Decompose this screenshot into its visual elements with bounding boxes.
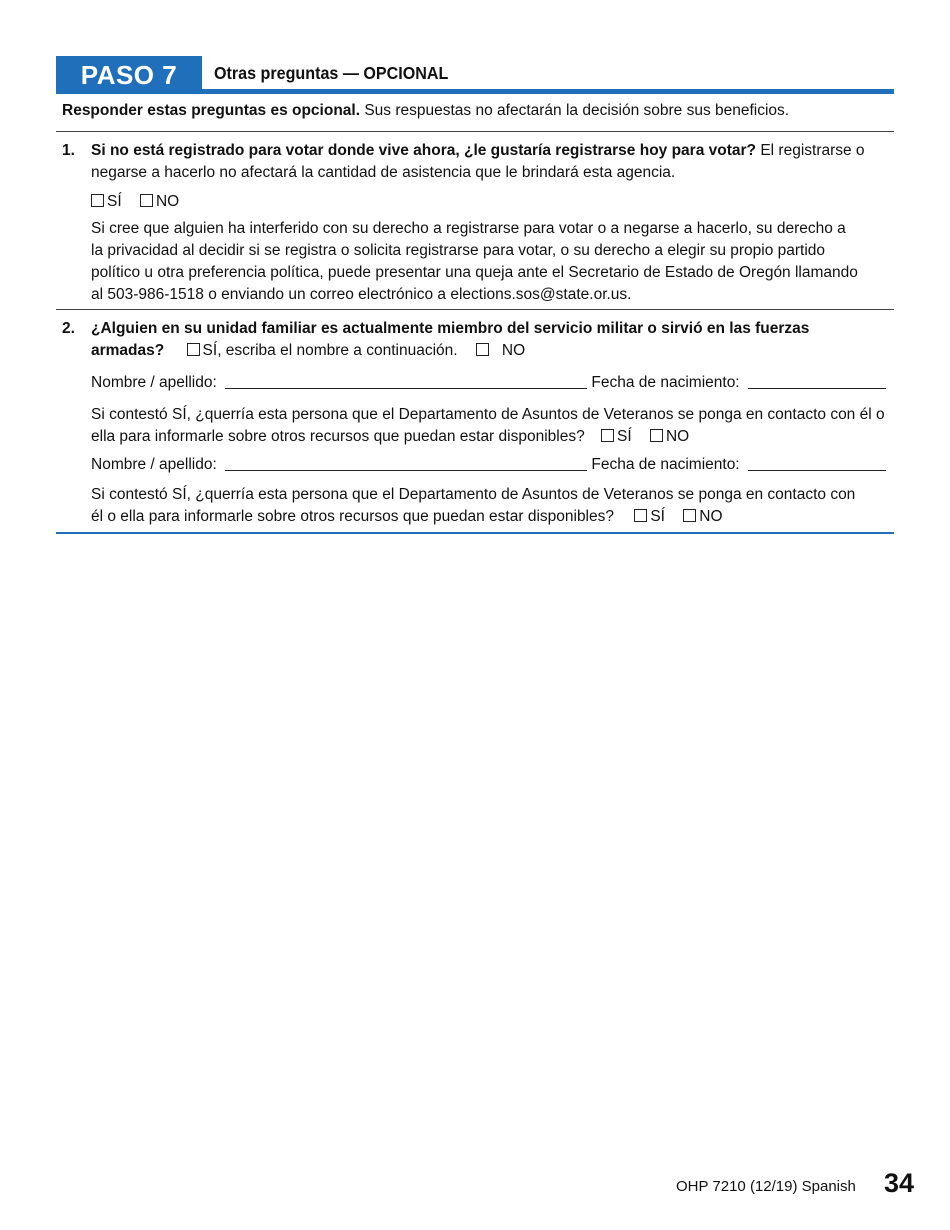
answer-options — [91, 191, 901, 213]
followup-text: Si contestó SÍ, ¿querría esta persona que el Departamento de Asuntos de Veteranos se ponga en contacto con él o ella para informarle sobre otros recursos que puedan estar disponibles? — [91, 406, 885, 445]
yes-label: SÍ — [650, 508, 665, 525]
name-field[interactable] — [225, 374, 587, 389]
no-option[interactable] — [683, 508, 722, 525]
checkbox[interactable] — [683, 509, 696, 522]
veterans-followup — [91, 484, 871, 528]
checkbox[interactable] — [634, 509, 647, 522]
no-label: NO — [699, 508, 723, 525]
dob-field[interactable] — [748, 374, 886, 389]
member-row — [91, 372, 901, 394]
form-code: OHP 7210 (12/19) Spanish — [676, 1178, 856, 1195]
followup-text: Si contestó SÍ, ¿querría esta persona que el Departamento de Asuntos de Veteranos se ponga en contacto con él o ella para informarle sobre otros recursos que puedan estar disponibles? — [91, 486, 856, 525]
question-number: 2. — [62, 320, 75, 337]
section-end-rule — [56, 532, 894, 534]
complaint-notice: Si cree que alguien ha interferido con su derecho a registrarse para votar o a negarse a hacerlo, su derecho a la privacidad al decidir si se registra o solicita registrarse para votar, o su derecho a elegir su propio partido político u otra preferencia política, puede presentar una queja ante el Secretario de Estado de Oregón llamando al 503-986-1518 o enviando un correo electrónico a elections.sos@state.or.us. — [91, 220, 858, 303]
divider — [56, 131, 894, 132]
divider — [56, 309, 894, 310]
checkbox[interactable] — [476, 343, 489, 356]
step-badge: PASO 7 — [56, 56, 202, 94]
step-title: Otras preguntas — OPCIONAL — [214, 63, 449, 83]
checkbox[interactable] — [140, 194, 153, 207]
dob-field[interactable] — [748, 456, 886, 471]
checkbox[interactable] — [91, 194, 104, 207]
dob-label: Fecha de nacimiento: — [591, 456, 740, 473]
no-label: NO — [665, 428, 690, 445]
question-bold: ¿Alguien en su unidad familiar es actualmente miembro del servicio militar o sirvió en las fuerzas armadas? — [91, 320, 810, 359]
no-label: NO — [501, 342, 526, 359]
yes-label: SÍ — [617, 428, 632, 445]
veterans-followup — [91, 404, 886, 448]
no-option[interactable] — [140, 193, 179, 210]
name-label: Nombre / apellido: — [91, 374, 217, 391]
intro-rest: Sus respuestas no afectarán la decisión sobre sus beneficios. — [360, 102, 790, 119]
name-field[interactable] — [225, 456, 587, 471]
yes-label: SÍ — [107, 193, 122, 210]
yes-label: SÍ, escriba el nombre a continuación. — [202, 342, 458, 359]
no-option[interactable] — [650, 428, 689, 445]
member-row — [91, 454, 901, 476]
yes-option[interactable] — [601, 428, 632, 445]
intro-bold: Responder estas preguntas es opcional. — [62, 102, 361, 119]
question-rest: El registrarse o negarse a hacerlo no afectará la cantidad de asistencia que le brindará esta agencia. — [91, 142, 865, 181]
intro-text — [62, 102, 892, 120]
step-header — [56, 56, 894, 94]
question-bold: Si no está registrado para votar donde vive ahora, ¿le gustaría registrarse hoy para votar? — [91, 142, 757, 159]
dob-label: Fecha de nacimiento: — [591, 374, 740, 391]
no-label: NO — [155, 193, 180, 210]
checkbox[interactable] — [601, 429, 614, 442]
checkbox[interactable] — [650, 429, 663, 442]
question-text — [91, 140, 901, 184]
yes-option[interactable] — [187, 342, 458, 359]
checkbox[interactable] — [187, 343, 200, 356]
header-rule — [202, 89, 894, 94]
question-text — [91, 318, 831, 362]
name-label: Nombre / apellido: — [91, 456, 217, 473]
page-number: 34 — [884, 1168, 915, 1198]
yes-option[interactable] — [634, 508, 665, 525]
no-option[interactable] — [476, 342, 525, 359]
question-number: 1. — [62, 142, 75, 159]
yes-option[interactable] — [91, 193, 122, 210]
